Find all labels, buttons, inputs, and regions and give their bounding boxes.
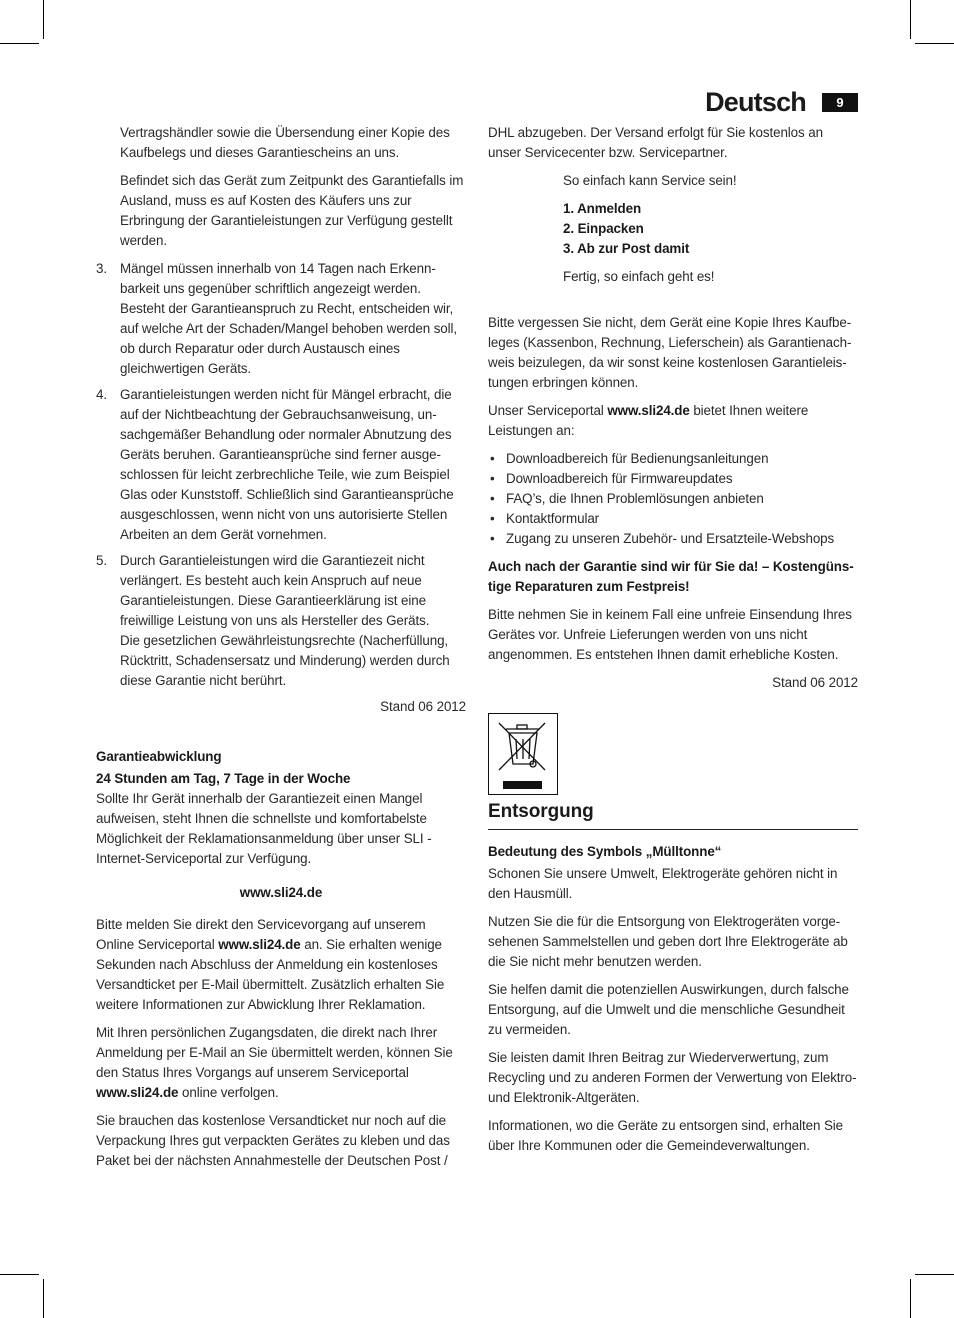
language-title: Deutsch bbox=[705, 87, 806, 117]
crop-mark bbox=[43, 0, 44, 39]
list-item-text: Durch Garantieleistungen wird die Garantiezeit nicht verlängert. Es besteht auch kein Anspruch auf neue Garantieleistungen. Diese Garantieerklärung ist eine freiwillige Leistung von uns als Hersteller des Geräts. bbox=[120, 553, 430, 628]
service-step: 2. Einpacken bbox=[563, 221, 644, 236]
paragraph: Nutzen Sie die für die Entsorgung von Elektrogeräten vorgesehenen Sammelstellen und geben dort Ihre Elektrogeräte ab die Sie nicht mehr benutzen werden. bbox=[488, 914, 848, 969]
paragraph: Befindet sich das Gerät zum Zeitpunkt des Garantiefalls im Ausland, muss es auf Kosten des Käufers uns zur Erbringung der Garantieleistungen zur Verfügung gestellt werden. bbox=[120, 173, 464, 248]
bullet-icon: • bbox=[490, 511, 495, 526]
list-number: 4. bbox=[96, 387, 107, 402]
paragraph: Bitte melden Sie direkt den Servicevorgang auf unserem Online Serviceportal www.sli24.de an. Sie erhalten wenige Sekunden nach Abschluss der Anmeldung ein kostenloses Versandticket per E-Mail übermittelt. Zusätzlich erhalten Sie weitere Informationen zur Abwicklung Ihrer Reklamation. bbox=[96, 917, 445, 1012]
paragraph: DHL abzugeben. Der Versand erfolgt für Sie kostenlos an unser Servicecenter bzw. Servicepartner. bbox=[488, 125, 823, 160]
paragraph: Sie helfen damit die potenziellen Auswirkungen, durch falsche Entsorgung, auf die Umwelt und die menschliche Gesundheit zu vermeiden. bbox=[488, 982, 849, 1037]
paragraph: Mit Ihren persönlichen Zugangsdaten, die direkt nach Ihrer Anmeldung per E-Mail an Sie übermittelt werden, können Sie den Status Ihres Vorgangs auf unserem Serviceportal www.sli24.de online verfolgen. bbox=[96, 1025, 453, 1100]
crop-mark bbox=[910, 0, 911, 39]
list-number: 3. bbox=[96, 261, 107, 276]
crop-mark bbox=[910, 1279, 911, 1318]
stand-date: Stand 06 2012 bbox=[380, 699, 466, 714]
section-heading: Entsorgung bbox=[488, 799, 858, 830]
paragraph: Bitte vergessen Sie nicht, dem Gerät eine Kopie Ihres Kaufbeleges (Kassenbon, Rechnung, Lieferschein) als Garantienachweis beizulegen, da wir sonst keine kostenlosen Garantieleistungen erbringen können. bbox=[488, 315, 852, 390]
service-portal-link[interactable]: www.sli24.de bbox=[218, 937, 301, 952]
portal-services-list bbox=[488, 449, 858, 549]
repair-offer-heading: Auch nach der Garantie sind wir für Sie da! – Kostengünstige Reparaturen zum Festpreis! bbox=[488, 559, 854, 594]
paragraph: Bitte nehmen Sie in keinem Fall eine unfreie Einsendung Ihres Gerätes vor. Unfreie Lieferungen werden von uns nicht angenommen. Es entstehen Ihnen damit erhebliche Kosten. bbox=[488, 607, 852, 662]
crop-mark bbox=[43, 1279, 44, 1318]
service-portal-link[interactable]: www.sli24.de bbox=[607, 403, 690, 418]
section-subheading: Bedeutung des Symbols „Mülltonne“ bbox=[488, 844, 722, 859]
list-item bbox=[96, 385, 466, 545]
service-intro: So einfach kann Service sein! bbox=[563, 173, 737, 188]
paragraph: Vertragshändler sowie die Übersendung einer Kopie des Kaufbelegs und dieses Garantiescheins an uns. bbox=[120, 125, 450, 160]
service-portal-link[interactable]: www.sli24.de bbox=[239, 885, 323, 900]
list-item-text: Mängel müssen innerhalb von 14 Tagen nach Erkennbarkeit uns gegenüber schriftlich angezeigt werden. Besteht der Garantieanspruch zu Recht, entscheiden wir, auf welche Art der Schaden/Mangel behoben werden soll, ob durch Reparatur oder durch Austausch eines gleichwertigen Geräts. bbox=[120, 261, 458, 376]
paragraph: Sollte Ihr Gerät innerhalb der Garantiezeit einen Mangel aufweisen, steht Ihnen die schnellste und komfortabelste Möglichkeit der Reklamationsanmeldung über unser SLI - Internet-Serviceportal zur Verfügung. bbox=[96, 791, 432, 866]
paragraph: Unser Serviceportal www.sli24.de bietet Ihnen weitere Leistungen an: bbox=[488, 403, 809, 438]
crop-mark bbox=[0, 1274, 39, 1275]
service-portal-link[interactable]: www.sli24.de bbox=[96, 1085, 179, 1100]
list-item: • FAQ’s, die Ihnen Problemlösungen anbieten bbox=[488, 489, 858, 509]
warranty-conditions-list bbox=[96, 259, 466, 691]
section-subheading: 24 Stunden am Tag, 7 Tage in der Woche bbox=[96, 771, 351, 786]
right-column bbox=[488, 123, 858, 1164]
paragraph: Sie leisten damit Ihren Beitrag zur Wiederverwertung, zum Recycling und zu anderen Formen der Verwertung von Elektro- und Elektronik-Altgeräten. bbox=[488, 1050, 857, 1105]
weee-symbol-icon bbox=[489, 714, 556, 793]
section-heading: Garantieabwicklung bbox=[96, 749, 222, 764]
stand-date: Stand 06 2012 bbox=[772, 675, 858, 690]
page-number: 9 bbox=[822, 93, 858, 112]
bullet-icon: • bbox=[490, 471, 495, 486]
list-item bbox=[96, 259, 466, 379]
bullet-icon: • bbox=[490, 451, 495, 466]
list-item: • Kontaktformular bbox=[488, 509, 858, 529]
list-number: 5. bbox=[96, 553, 107, 568]
paragraph: Sie brauchen das kostenlose Versandticket nur noch auf die Verpackung Ihres gut verpackten Gerätes zu kleben und das Paket bei der nächsten Annahmestelle der Deutschen Post / bbox=[96, 1113, 450, 1168]
list-item: • Downloadbereich für Bedienungsanleitungen bbox=[488, 449, 858, 469]
list-item: • Downloadbereich für Firmwareupdates bbox=[488, 469, 858, 489]
list-item: • Zugang zu unseren Zubehör- und Ersatzteile-Webshops bbox=[488, 529, 858, 549]
list-item-text: Garantieleistungen werden nicht für Mängel erbracht, die auf der Nichtbeachtung der Gebrauchsanweisung, unsachgemäßer Behandlung oder normaler Abnutzung des Geräts beruhen. Garantieansprüche sind ferner ausgeschlossen für leicht zerbrechliche Teile, wie zum Beispiel Glas oder Kunststoff. Schließlich sind Garantieansprüche ausgeschlossen, wenn nicht von uns autorisierte Stellen Arbeiten an dem Gerät vornehmen. bbox=[120, 387, 454, 542]
left-column bbox=[96, 123, 466, 1179]
bullet-icon: • bbox=[490, 531, 495, 546]
crossed-out-wheelie-bin-icon bbox=[488, 713, 558, 795]
list-item bbox=[96, 551, 466, 691]
crop-mark bbox=[0, 43, 39, 44]
list-item-text: Die gesetzlichen Gewährleistungsrechte (Nacherfüllung, Rücktritt, Schadensersatz und Minderung) werden durch diese Garantie nicht berührt. bbox=[120, 633, 450, 688]
crop-mark bbox=[915, 43, 954, 44]
service-outro: Fertig, so einfach geht es! bbox=[563, 269, 715, 284]
bullet-icon: • bbox=[490, 491, 495, 506]
crop-mark bbox=[915, 1274, 954, 1275]
service-step: 3. Ab zur Post damit bbox=[563, 241, 690, 256]
service-step: 1. Anmelden bbox=[563, 201, 642, 216]
service-steps-block bbox=[488, 171, 858, 287]
paragraph: Informationen, wo die Geräte zu entsorgen sind, erhalten Sie über Ihre Kommunen oder die Gemeindeverwaltungen. bbox=[488, 1118, 844, 1153]
page-header bbox=[705, 86, 858, 118]
paragraph: Schonen Sie unsere Umwelt, Elektrogeräte gehören nicht in den Hausmüll. bbox=[488, 866, 838, 901]
